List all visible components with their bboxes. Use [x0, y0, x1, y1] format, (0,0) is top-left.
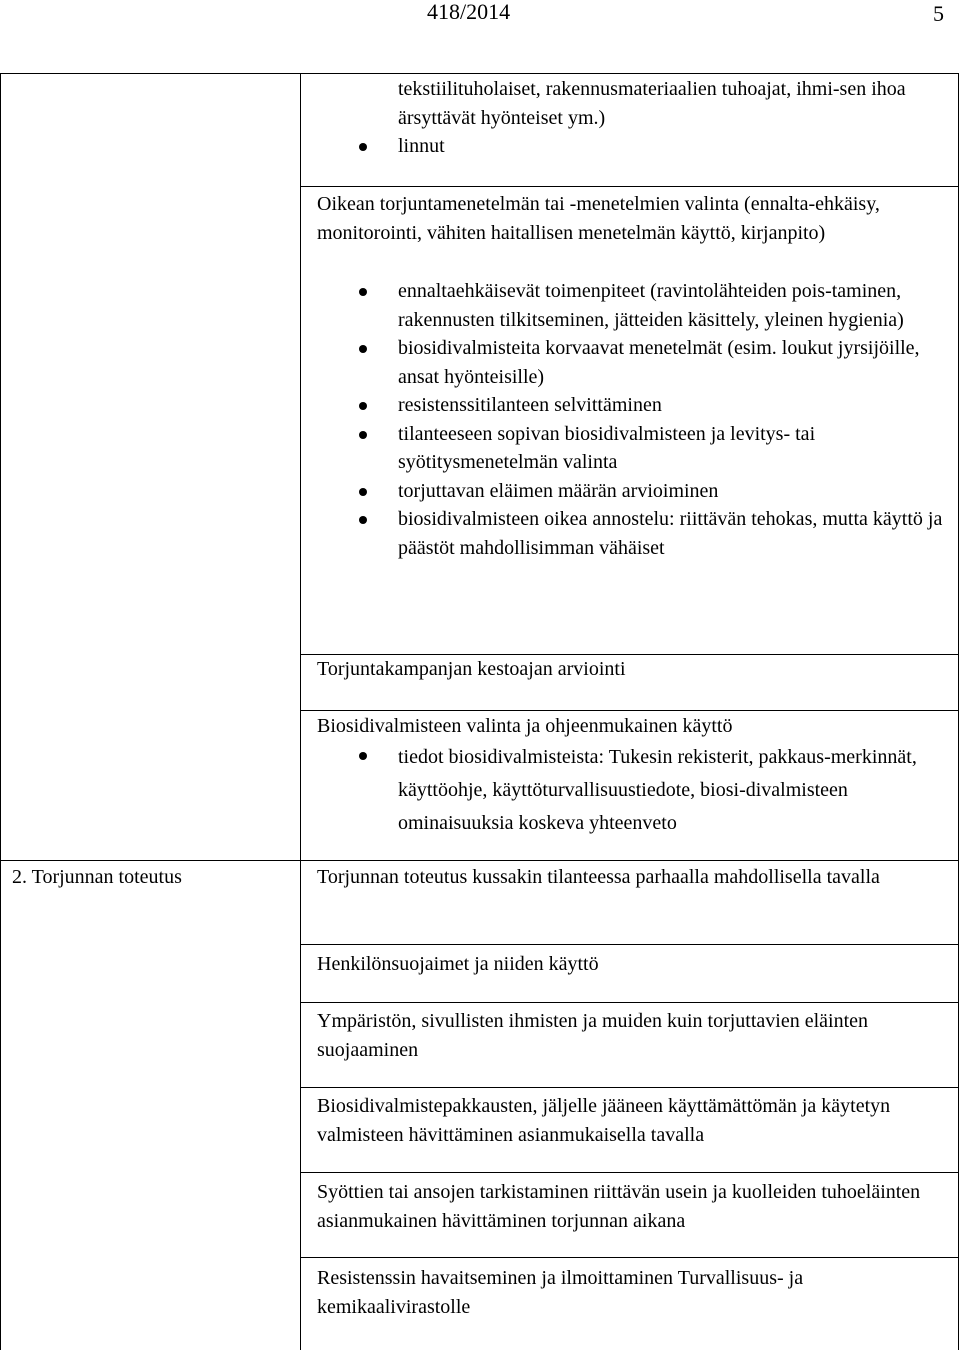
row-divider [300, 1002, 959, 1003]
list-item: biosidivalmisteen oikea annostelu: riittävän tehokas, mutta käyttö ja päästöt mahdollisimman vähäiset [317, 505, 947, 562]
table-cell-continued-bullets [317, 75, 947, 161]
page-header [0, 0, 960, 30]
list-item: resistenssitilanteen selvittäminen [317, 391, 947, 420]
row-divider [300, 186, 959, 187]
bullet-list [317, 741, 947, 840]
column-divider [300, 73, 301, 1350]
table-cell-ppe [317, 950, 947, 979]
table-cell-campaign-duration [317, 655, 947, 684]
row-heading: Torjuntakampanjan kestoajan arviointi [317, 658, 626, 680]
table-left-border [0, 73, 1, 1350]
row-divider [300, 1172, 959, 1173]
row-divider [300, 710, 959, 711]
table-right-border [958, 73, 959, 1350]
document-number: 418/2014 [427, 0, 511, 24]
table-cell-implementation [317, 863, 947, 892]
row-heading: Oikean torjuntamenetelmän tai -menetelmien valinta (ennalta-ehkäisy, monitorointi, vähiten haitallisen menetelmän käyttö, kirjanpito) [317, 193, 880, 244]
requirements-table [0, 73, 959, 1350]
page-number: 5 [933, 1, 944, 26]
table-cell-environment-protection [317, 1007, 947, 1064]
section-label: 2. Torjunnan toteutus [12, 866, 182, 888]
row-text: Ympäristön, sivullisten ihmisten ja muiden kuin torjuttavien eläinten suojaaminen [317, 1010, 869, 1061]
table-cell-biocide-selection [317, 712, 947, 840]
table-cell-resistance-reporting [317, 1264, 947, 1321]
row-divider [300, 944, 959, 945]
list-item: tekstiilituholaiset, rakennusmateriaalien tuhoajat, ihmi-sen ihoa ärsyttävät hyönteiset ym.) [398, 78, 906, 129]
list-item: linnut [317, 132, 947, 161]
list-item: ennaltaehkäisevät toimenpiteet (ravintolähteiden pois-taminen, rakennusten tilkitseminen, jätteiden käsittely, yleinen hygienia) [317, 277, 947, 334]
row-text: Biosidivalmistepakkausten, jäljelle jääneen käyttämättömän ja käytetyn valmisteen hävittäminen asianmukaisella tavalla [317, 1095, 891, 1146]
list-item: tiedot biosidivalmisteista: Tukesin rekisterit, pakkaus-merkinnät, käyttöohje, käyttöturvallisuustiedote, biosi-divalmisteen ominaisuuksia koskeva yhteenveto [317, 741, 947, 840]
row-text: Torjunnan toteutus kussakin tilanteessa parhaalla mahdollisella tavalla [317, 866, 880, 888]
row-divider [300, 1087, 959, 1088]
bullet-list [317, 75, 947, 161]
list-item: tilanteeseen sopivan biosidivalmisteen ja levitys- tai syötitysmenetelmän valinta [317, 420, 947, 477]
row-text: Resistenssin havaitseminen ja ilmoittaminen Turvallisuus- ja kemikaalivirastolle [317, 1267, 804, 1318]
table-top-border [0, 73, 959, 74]
list-item: torjuttavan eläimen määrän arvioiminen [317, 477, 947, 506]
bullet-list [317, 277, 947, 562]
table-cell-waste-disposal [317, 1092, 947, 1149]
table-cell-bait-inspection [317, 1178, 947, 1235]
row-text: Henkilönsuojaimet ja niiden käyttö [317, 953, 599, 975]
table-cell-method-selection [317, 190, 947, 562]
row-heading: Biosidivalmisteen valinta ja ohjeenmukainen käyttö [317, 715, 733, 737]
list-item: biosidivalmisteita korvaavat menetelmät (esim. loukut jyrsijöille, ansat hyönteisille) [317, 334, 947, 391]
section-divider [0, 860, 959, 861]
row-text: Syöttien tai ansojen tarkistaminen riittävän usein ja kuolleiden tuhoeläinten asianmukainen hävittäminen torjunnan aikana [317, 1181, 921, 1232]
row-divider [300, 1257, 959, 1258]
